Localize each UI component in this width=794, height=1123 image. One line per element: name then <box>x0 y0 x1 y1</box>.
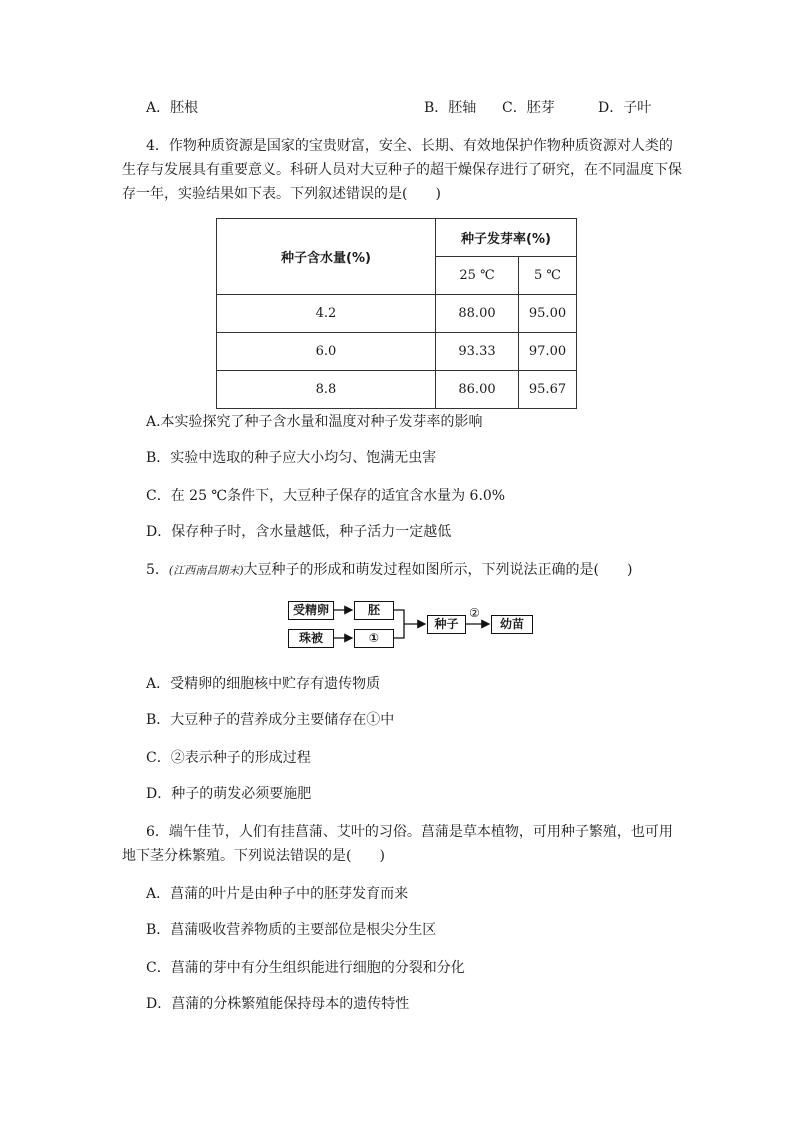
table-cell: 88.00 <box>436 295 519 333</box>
q4-stem-line-1: 4．作物种质资源是国家的宝贵财富，安全、长期、有效地保护作物种质资源对人类的 <box>146 138 673 154</box>
box-seedling: 幼苗 <box>491 615 533 634</box>
table-row <box>217 333 577 371</box>
box-fertilized-egg: 受精卵 <box>288 601 334 620</box>
table-cell: 95.67 <box>519 371 577 409</box>
q4-stem-line-2: 生存与发展具有重要意义。科研人员对大豆种子的超干燥保存进行了研究，在不同温度下保 <box>122 162 682 178</box>
q4-option-a[interactable]: A.本实验探究了种子含水量和温度对种子发芽率的影响 <box>146 414 483 430</box>
table-cell: 86.00 <box>436 371 519 409</box>
seed-formation-diagram <box>286 598 536 650</box>
q3-option-c[interactable]: C．胚芽 <box>502 100 555 116</box>
q6-option-d[interactable]: D．菖蒲的分株繁殖能保持母本的遗传特性 <box>146 996 410 1012</box>
q4-option-c[interactable]: C．在 25 ℃条件下，大豆种子保存的适宜含水量为 6.0% <box>146 488 506 504</box>
q5-number: 5． <box>146 562 169 578</box>
label-circle-2: ② <box>469 606 480 620</box>
q4-stem-line-3: 存一年，实验结果如下表。下列叙述错误的是( ) <box>122 186 441 202</box>
germination-table <box>216 218 577 409</box>
box-circle-1: ① <box>354 629 394 648</box>
q6-option-c[interactable]: C．菖蒲的芽中有分生组织能进行细胞的分裂和分化 <box>146 960 465 976</box>
bracket-connector <box>394 610 404 638</box>
table-cell: 8.8 <box>217 371 436 409</box>
q6-option-a[interactable]: A．菖蒲的叶片是由种子中的胚芽发育而来 <box>146 886 409 902</box>
q3-option-a[interactable]: A．胚根 <box>146 100 199 116</box>
box-seed: 种子 <box>427 615 466 634</box>
q4-option-b[interactable]: B．实验中选取的种子应大小均匀、饱满无虫害 <box>146 450 437 466</box>
q4-option-d[interactable]: D．保存种子时，含水量越低，种子活力一定越低 <box>146 524 452 540</box>
q5-option-d[interactable]: D．种子的萌发必须要施肥 <box>146 786 312 802</box>
q3-option-b[interactable]: B．胚轴 <box>424 100 477 116</box>
q6-option-b[interactable]: B．菖蒲吸收营养物质的主要部位是根尖分生区 <box>146 922 437 938</box>
q5-option-a[interactable]: A．受精卵的细胞核中贮存有遗传物质 <box>146 676 381 692</box>
q5-stem <box>146 560 632 581</box>
table-subheader-5c: 5 ℃ <box>519 257 577 295</box>
box-ovule-integument: 珠被 <box>288 629 334 648</box>
q5-option-c[interactable]: C．②表示种子的形成过程 <box>146 750 311 766</box>
table-header-germination-rate: 种子发芽率(%) <box>436 219 577 257</box>
table-cell: 95.00 <box>519 295 577 333</box>
table-row <box>217 295 577 333</box>
table-row <box>217 371 577 409</box>
table-subheader-25c: 25 ℃ <box>436 257 519 295</box>
q6-stem-line-1: 6．端午佳节，人们有挂菖蒲、艾叶的习俗。菖蒲是草本植物，可用种子繁殖，也可用 <box>146 824 673 840</box>
q6-stem-line-2: 地下茎分株繁殖。下列说法错误的是( ) <box>122 848 385 864</box>
q5-source: (江西南昌期末) <box>168 564 244 577</box>
table-header-water-content: 种子含水量(%) <box>217 219 436 295</box>
q5-option-b[interactable]: B．大豆种子的营养成分主要储存在①中 <box>146 712 395 728</box>
table-cell: 4.2 <box>217 295 436 333</box>
box-embryo: 胚 <box>354 601 394 620</box>
table-cell: 6.0 <box>217 333 436 371</box>
table-cell: 93.33 <box>436 333 519 371</box>
table-cell: 97.00 <box>519 333 577 371</box>
q5-stem-text: 大豆种子的形成和萌发过程如图所示，下列说法正确的是( ) <box>243 562 633 578</box>
q3-option-d[interactable]: D．子叶 <box>598 100 652 116</box>
